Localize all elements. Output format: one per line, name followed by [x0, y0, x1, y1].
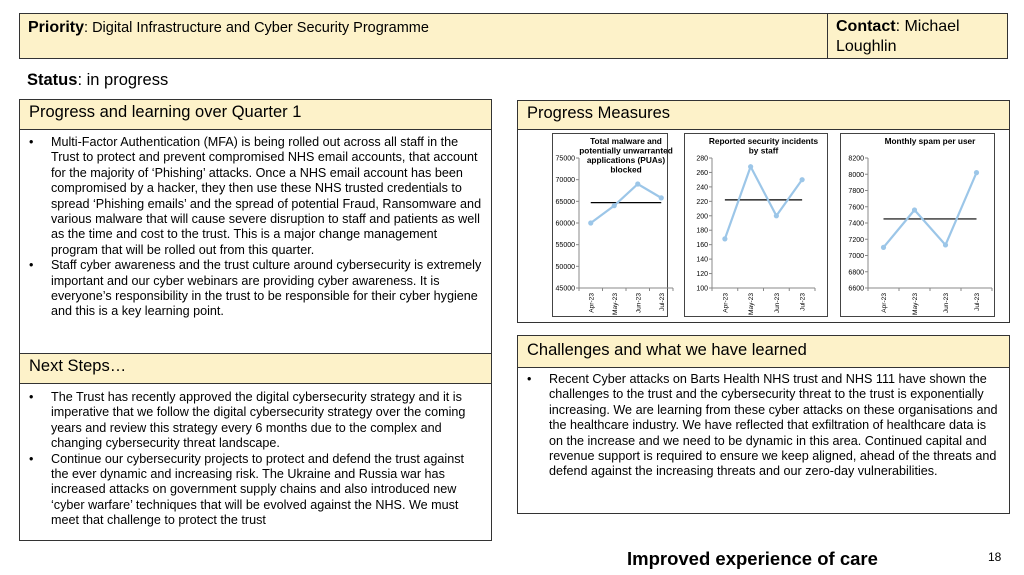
measures-section-title — [517, 100, 1010, 130]
progress-section-body — [19, 129, 492, 354]
contact-text: : Michael Loughlin — [836, 18, 960, 55]
y-tick-label: 200 — [696, 213, 708, 221]
x-tick-label: Jul-23 — [799, 293, 807, 311]
y-tick-label: 7400 — [848, 220, 864, 228]
y-tick-label: 50000 — [555, 263, 575, 271]
priority-line — [20, 14, 827, 40]
y-tick-label: 180 — [696, 227, 708, 235]
y-tick-label: 60000 — [555, 220, 575, 228]
progress-title-text: Progress and learning over Quarter 1 — [29, 103, 302, 121]
y-tick-label: 65000 — [555, 198, 575, 206]
x-tick-label: May-23 — [748, 293, 756, 315]
x-tick-label: Jun-23 — [635, 293, 643, 314]
security-incidents-chart — [684, 133, 828, 317]
y-tick-label: 260 — [696, 169, 708, 177]
data-point — [943, 242, 948, 247]
contact-box — [827, 13, 1008, 59]
contact-label: Contact — [836, 18, 896, 35]
data-point — [912, 207, 917, 212]
next-steps-section-title — [19, 353, 492, 384]
page-number: 18 — [988, 550, 1002, 564]
chart-title-line: blocked — [610, 164, 642, 175]
data-point — [612, 203, 617, 208]
progress-section-title — [19, 99, 492, 130]
chart-title-line: potentially unwarranted — [579, 145, 673, 156]
y-tick-label: 7800 — [848, 188, 864, 195]
x-tick-label: Jun-23 — [943, 293, 950, 314]
status-label: Status — [27, 71, 78, 89]
y-tick-label: 120 — [696, 271, 708, 279]
data-point — [659, 195, 664, 200]
chart-title-line: applications (PUAs) — [586, 155, 666, 165]
y-tick-label: 45000 — [555, 285, 575, 293]
challenges-section-title — [517, 335, 1010, 368]
y-tick-label: 7200 — [848, 236, 864, 244]
y-tick-label: 220 — [696, 198, 708, 206]
y-tick-label: 8200 — [848, 155, 864, 163]
data-point — [722, 236, 727, 241]
y-tick-label: 6600 — [848, 285, 864, 293]
challenges-title-text: Challenges and what we have learned — [527, 341, 807, 359]
status-text: : in progress — [77, 71, 169, 89]
x-tick-label: Apr-23 — [722, 293, 730, 313]
data-point — [974, 170, 979, 175]
data-point — [800, 177, 805, 182]
chart-title-line: Monthly spam per user — [884, 136, 976, 146]
list-item: • Multi-Factor Authentication (MFA) is being rolled out across all staff in the Trust to protect and prevent compromised NHS email accounts, that account for the majority of ‘Phishing’ attacks. Once a NHS email account has been compromised by a hacker, they then use these NHS trusted credentials to spread ‘Phishing emails’ and the spread of potential Fraud, Ransomware and various malware that will cause severe disruption to staff and patients as well as the time and cost to the trust. This is a major change management program that will be rolled out from this quarter. — [51, 135, 483, 258]
priority-banner — [19, 13, 828, 59]
priority-text: : Digital Infrastructure and Cyber Security Programme — [84, 20, 429, 36]
data-point — [774, 213, 779, 218]
y-tick-label: 280 — [696, 155, 708, 163]
data-point — [881, 245, 886, 250]
next-steps-bullet-list — [20, 390, 483, 529]
x-tick-label: Apr-23 — [881, 293, 888, 313]
contact-line — [828, 14, 1007, 59]
list-item: • Continue our cybersecurity projects to protect and defend the trust against the ever dynamic and increasing risk. The Ukraine and Russia war has increased attacks on government supply chains and also introduced new ‘cyber warfare’ techniques that will be evolved against the NHS. We must meet that challenge to protect the trust — [51, 452, 483, 529]
y-tick-label: 8000 — [848, 171, 864, 179]
x-tick-label: Jun-23 — [773, 293, 781, 314]
y-tick-label: 160 — [696, 242, 708, 250]
y-tick-label: 100 — [696, 285, 708, 293]
y-tick-label: 140 — [696, 256, 708, 264]
y-tick-label: 75000 — [555, 155, 575, 163]
x-tick-label: Jul-23 — [974, 293, 981, 311]
x-tick-label: Apr-23 — [588, 293, 596, 313]
next-steps-title-text: Next Steps… — [29, 357, 127, 375]
y-tick-label: 6800 — [848, 269, 864, 277]
chart-title-line: Total malware and — [590, 136, 662, 146]
y-tick-label: 55000 — [555, 242, 575, 250]
measures-title-text: Progress Measures — [527, 104, 671, 122]
y-tick-label: 7000 — [848, 253, 864, 260]
priority-label: Priority — [28, 19, 85, 36]
data-point — [635, 181, 640, 186]
chart-title-line: Reported security incidents — [708, 136, 819, 146]
progress-bullet-list — [20, 135, 483, 320]
footer-tagline: Improved experience of care — [627, 548, 878, 569]
spam-per-user-chart — [832, 133, 1003, 317]
challenges-section-body — [517, 367, 1010, 514]
y-tick-label: 70000 — [555, 177, 575, 185]
next-steps-section-body — [19, 383, 492, 541]
chart-title-line: by staff — [748, 145, 779, 156]
x-tick-label: May-23 — [611, 293, 619, 315]
challenges-bullet-list — [518, 372, 1001, 480]
x-tick-label: May-23 — [912, 293, 919, 315]
y-tick-label: 240 — [696, 184, 708, 192]
status-line — [27, 71, 168, 90]
list-item: • The Trust has recently approved the digital cybersecurity strategy and it is imperative that we follow the digital cybersecurity strategy over the coming years and review this strategy every 6 months due to the complex and changing cybersecurity threat landscape. — [51, 390, 483, 452]
malware-blocked-chart — [537, 133, 683, 317]
data-point — [748, 164, 753, 169]
measures-section-body — [517, 129, 1010, 323]
list-item: • Recent Cyber attacks on Barts Health NHS trust and NHS 111 have shown the challenges to the trust and the cybersecurity threat to the trust is exponentially increasing. We are learning from these cyber attacks on these organisations and the healthcare industry. We have reflected that exfiltration of healthcare data is on the increase and we need to be dynamic in this area. Continued capital and revenue support is required to ensure we keep aligned, ahead of the threats and defend against the increasing threats and our zero-day vulnerabilities. — [549, 372, 1001, 480]
y-tick-label: 7600 — [848, 204, 864, 212]
data-point — [588, 220, 593, 225]
x-tick-label: Jul-23 — [658, 293, 666, 311]
list-item: • Staff cyber awareness and the trust culture around cybersecurity is extremely important and our cyber webinars are providing cyber awareness. It is everyone’s responsibility in the trust to be responsible for their cyber hygiene and this is a key learning point. — [51, 258, 483, 320]
